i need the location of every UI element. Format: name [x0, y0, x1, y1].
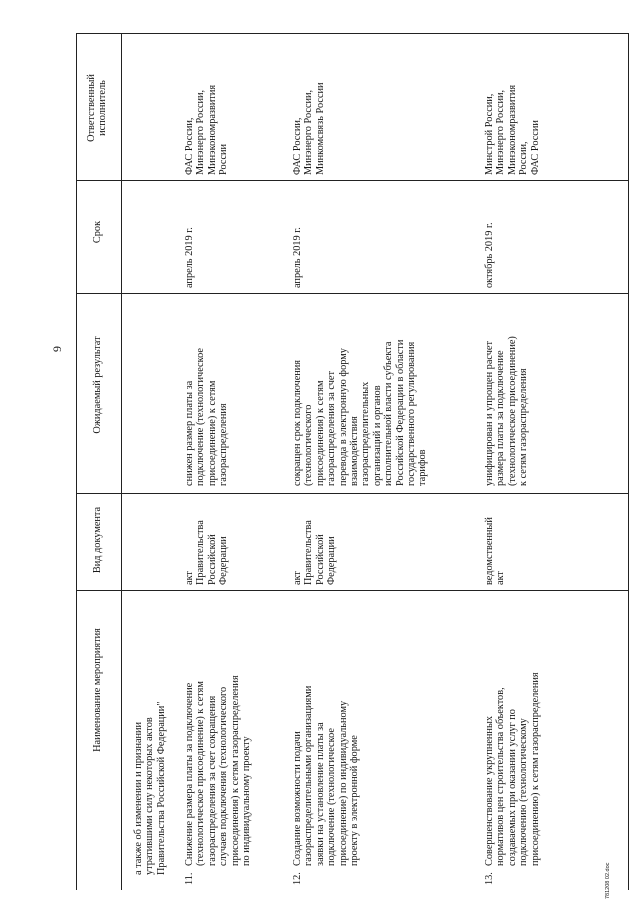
row-11-name: Снижение размера платы за подключение (технологическое присоединение) к сетям газораспределения за счет сокращения случаев подключения (технологического присоединения) к сетям газораспределения по индивидуальному проекту — [184, 675, 253, 866]
row-13-responsible: Минстрой России, Минэнерго России, Минэкономразвития России, ФАС России — [484, 84, 541, 175]
row-12-name: Создание возможности подачи газораспределительными организациями заявки на установление платы за подключение (технологическое присоединение) по индивидуальному проекту в электронной форме — [292, 685, 361, 866]
header-doc-type: Вид документа — [92, 506, 103, 574]
header-result: Ожидаемый результат — [92, 336, 103, 434]
column-divider-result — [76, 493, 629, 494]
table-header-divider — [121, 33, 122, 890]
column-divider-deadline — [76, 293, 629, 294]
row-12-num: 12. — [292, 872, 303, 885]
column-divider-doctype — [76, 590, 629, 591]
row-11-result: снижен размер платы за подключение (технологическое присоединение) к сетям газораспределения — [184, 348, 230, 486]
row-11-doc-type: акт Правительства Российской Федерации — [184, 520, 230, 585]
header-deadline: Срок — [92, 220, 103, 244]
document-file-id: 781208 02.doc — [605, 862, 611, 899]
table-border-top — [76, 33, 629, 34]
row-11-responsible: ФАС России, Минэнерго России, Минэкономразвития России — [184, 84, 230, 175]
row-11-deadline: апрель 2019 г. — [184, 227, 195, 288]
row-continuation-name: а также об изменении и признании утратившими силу некоторых актов Правительства Российской Федерации" — [133, 701, 167, 875]
row-12-result: сокращен срок подключения (технологического присоединения) к сетям газораспределения за счет перевода в электронную форму взаимодействия газораспределительных организаций и органов исполнительной власти субъекта Российской Федерации в области государственного регулирования тарифов — [292, 339, 429, 486]
row-12-responsible: ФАС России, Минэнерго России, Минкомсвязь России — [292, 82, 326, 175]
row-11-num: 11. — [184, 872, 195, 885]
row-12-deadline: апрель 2019 г. — [292, 227, 303, 288]
row-13-result: унифицирован и упрощен расчет размера платы за подключение (технологическое присоединение) к сетям газораспределения — [484, 336, 530, 486]
row-13-deadline: октябрь 2019 г. — [484, 222, 495, 288]
row-13-num: 13. — [484, 872, 495, 885]
row-13-doc-type: ведомственный акт — [484, 517, 507, 585]
table-border-left — [76, 33, 77, 890]
column-divider-responsible — [76, 180, 629, 181]
table-border-right — [628, 33, 629, 890]
row-12-doc-type: акт Правительства Российской Федерации — [292, 520, 338, 585]
header-responsible: Ответственный исполнитель — [86, 74, 109, 142]
header-name: Наименование мероприятия — [92, 628, 103, 752]
row-13-name: Совершенствование укрупненных нормативов цен строительства объектов, создаваемых при оказании услуг по подключению (технологическому присоединению) к сетям газораспределения — [484, 672, 541, 866]
page-number: 9 — [50, 346, 64, 352]
